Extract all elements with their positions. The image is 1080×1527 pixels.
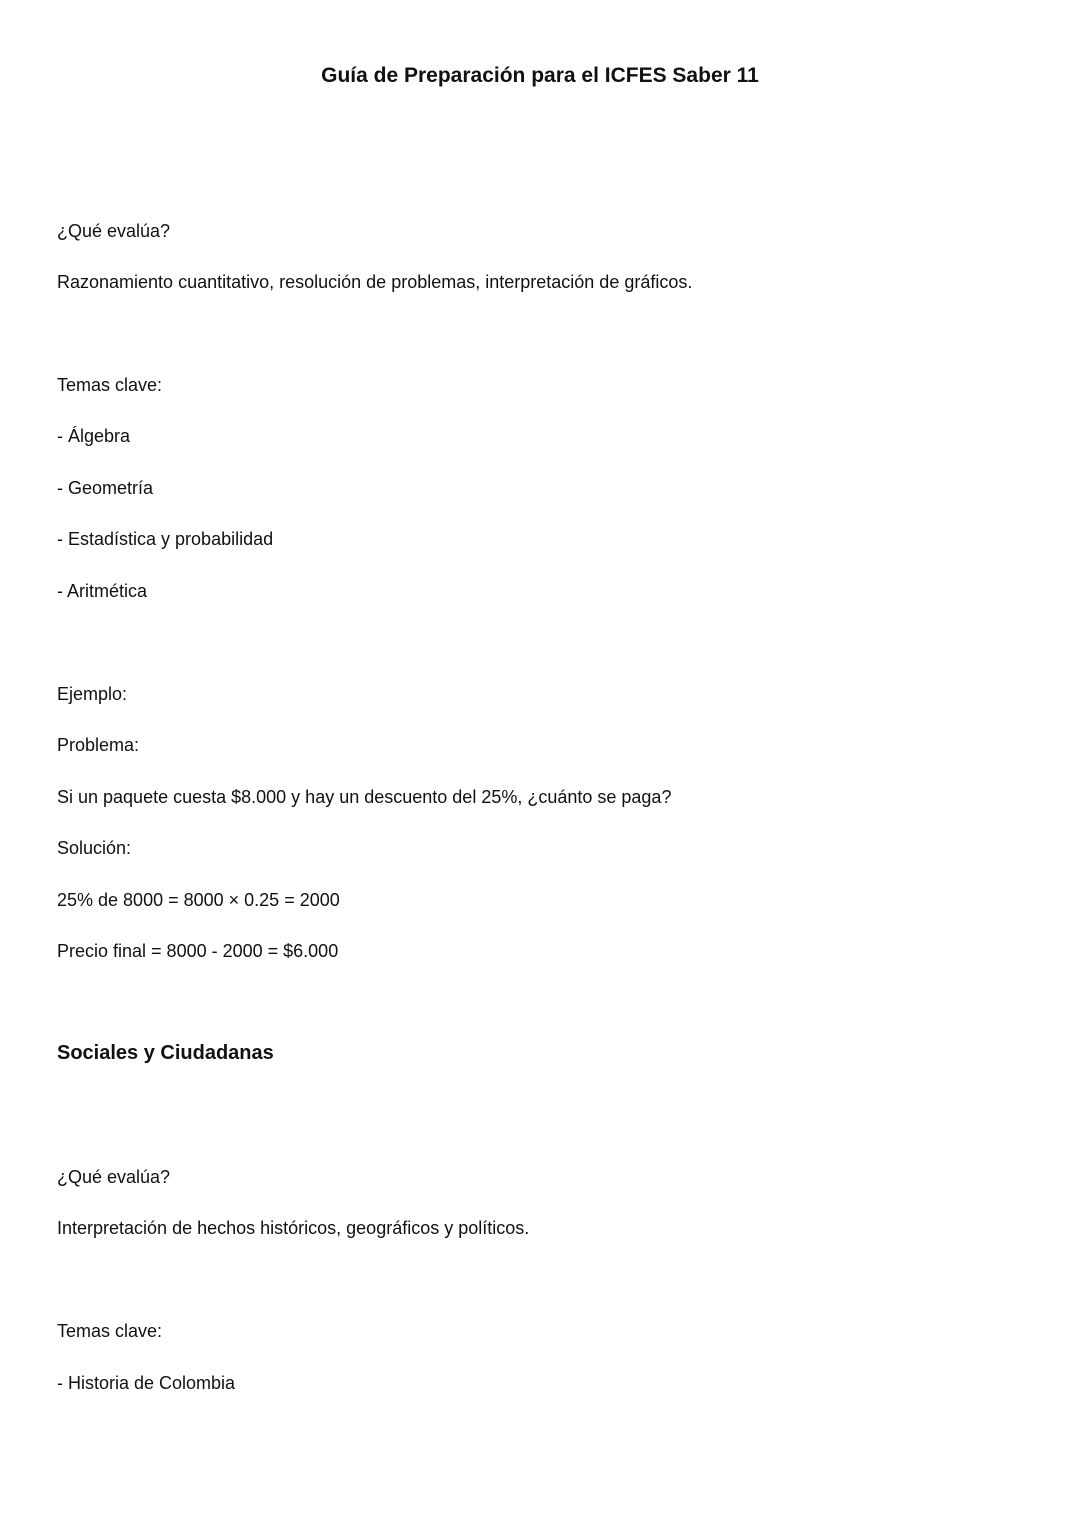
tema-item: - Historia de Colombia <box>57 1373 236 1393</box>
que-evalua-text: Interpretación de hechos históricos, geográficos y políticos. <box>57 1218 530 1238</box>
ejemplo-label: Ejemplo: <box>57 684 128 704</box>
temas-clave-label: Temas clave: <box>57 1321 163 1341</box>
section-heading-sociales: Sociales y Ciudadanas <box>57 1042 274 1064</box>
tema-item: - Aritmética <box>57 581 148 601</box>
solucion-line: Precio final = 8000 - 2000 = $6.000 <box>57 941 339 961</box>
que-evalua-text: Razonamiento cuantitativo, resolución de problemas, interpretación de gráficos. <box>57 272 693 292</box>
problema-text: Si un paquete cuesta $8.000 y hay un descuento del 25%, ¿cuánto se paga? <box>57 787 672 807</box>
que-evalua-label: ¿Qué evalúa? <box>57 221 171 241</box>
document-title: Guía de Preparación para el ICFES Saber 11 <box>321 64 759 87</box>
solucion-label: Solución: <box>57 838 132 858</box>
temas-clave-label: Temas clave: <box>57 375 163 395</box>
tema-item: - Álgebra <box>57 426 131 446</box>
tema-item: - Geometría <box>57 478 154 498</box>
tema-item: - Estadística y probabilidad <box>57 529 274 549</box>
problema-label: Problema: <box>57 735 140 755</box>
que-evalua-label: ¿Qué evalúa? <box>57 1167 171 1187</box>
solucion-line: 25% de 8000 = 8000 × 0.25 = 2000 <box>57 890 340 910</box>
